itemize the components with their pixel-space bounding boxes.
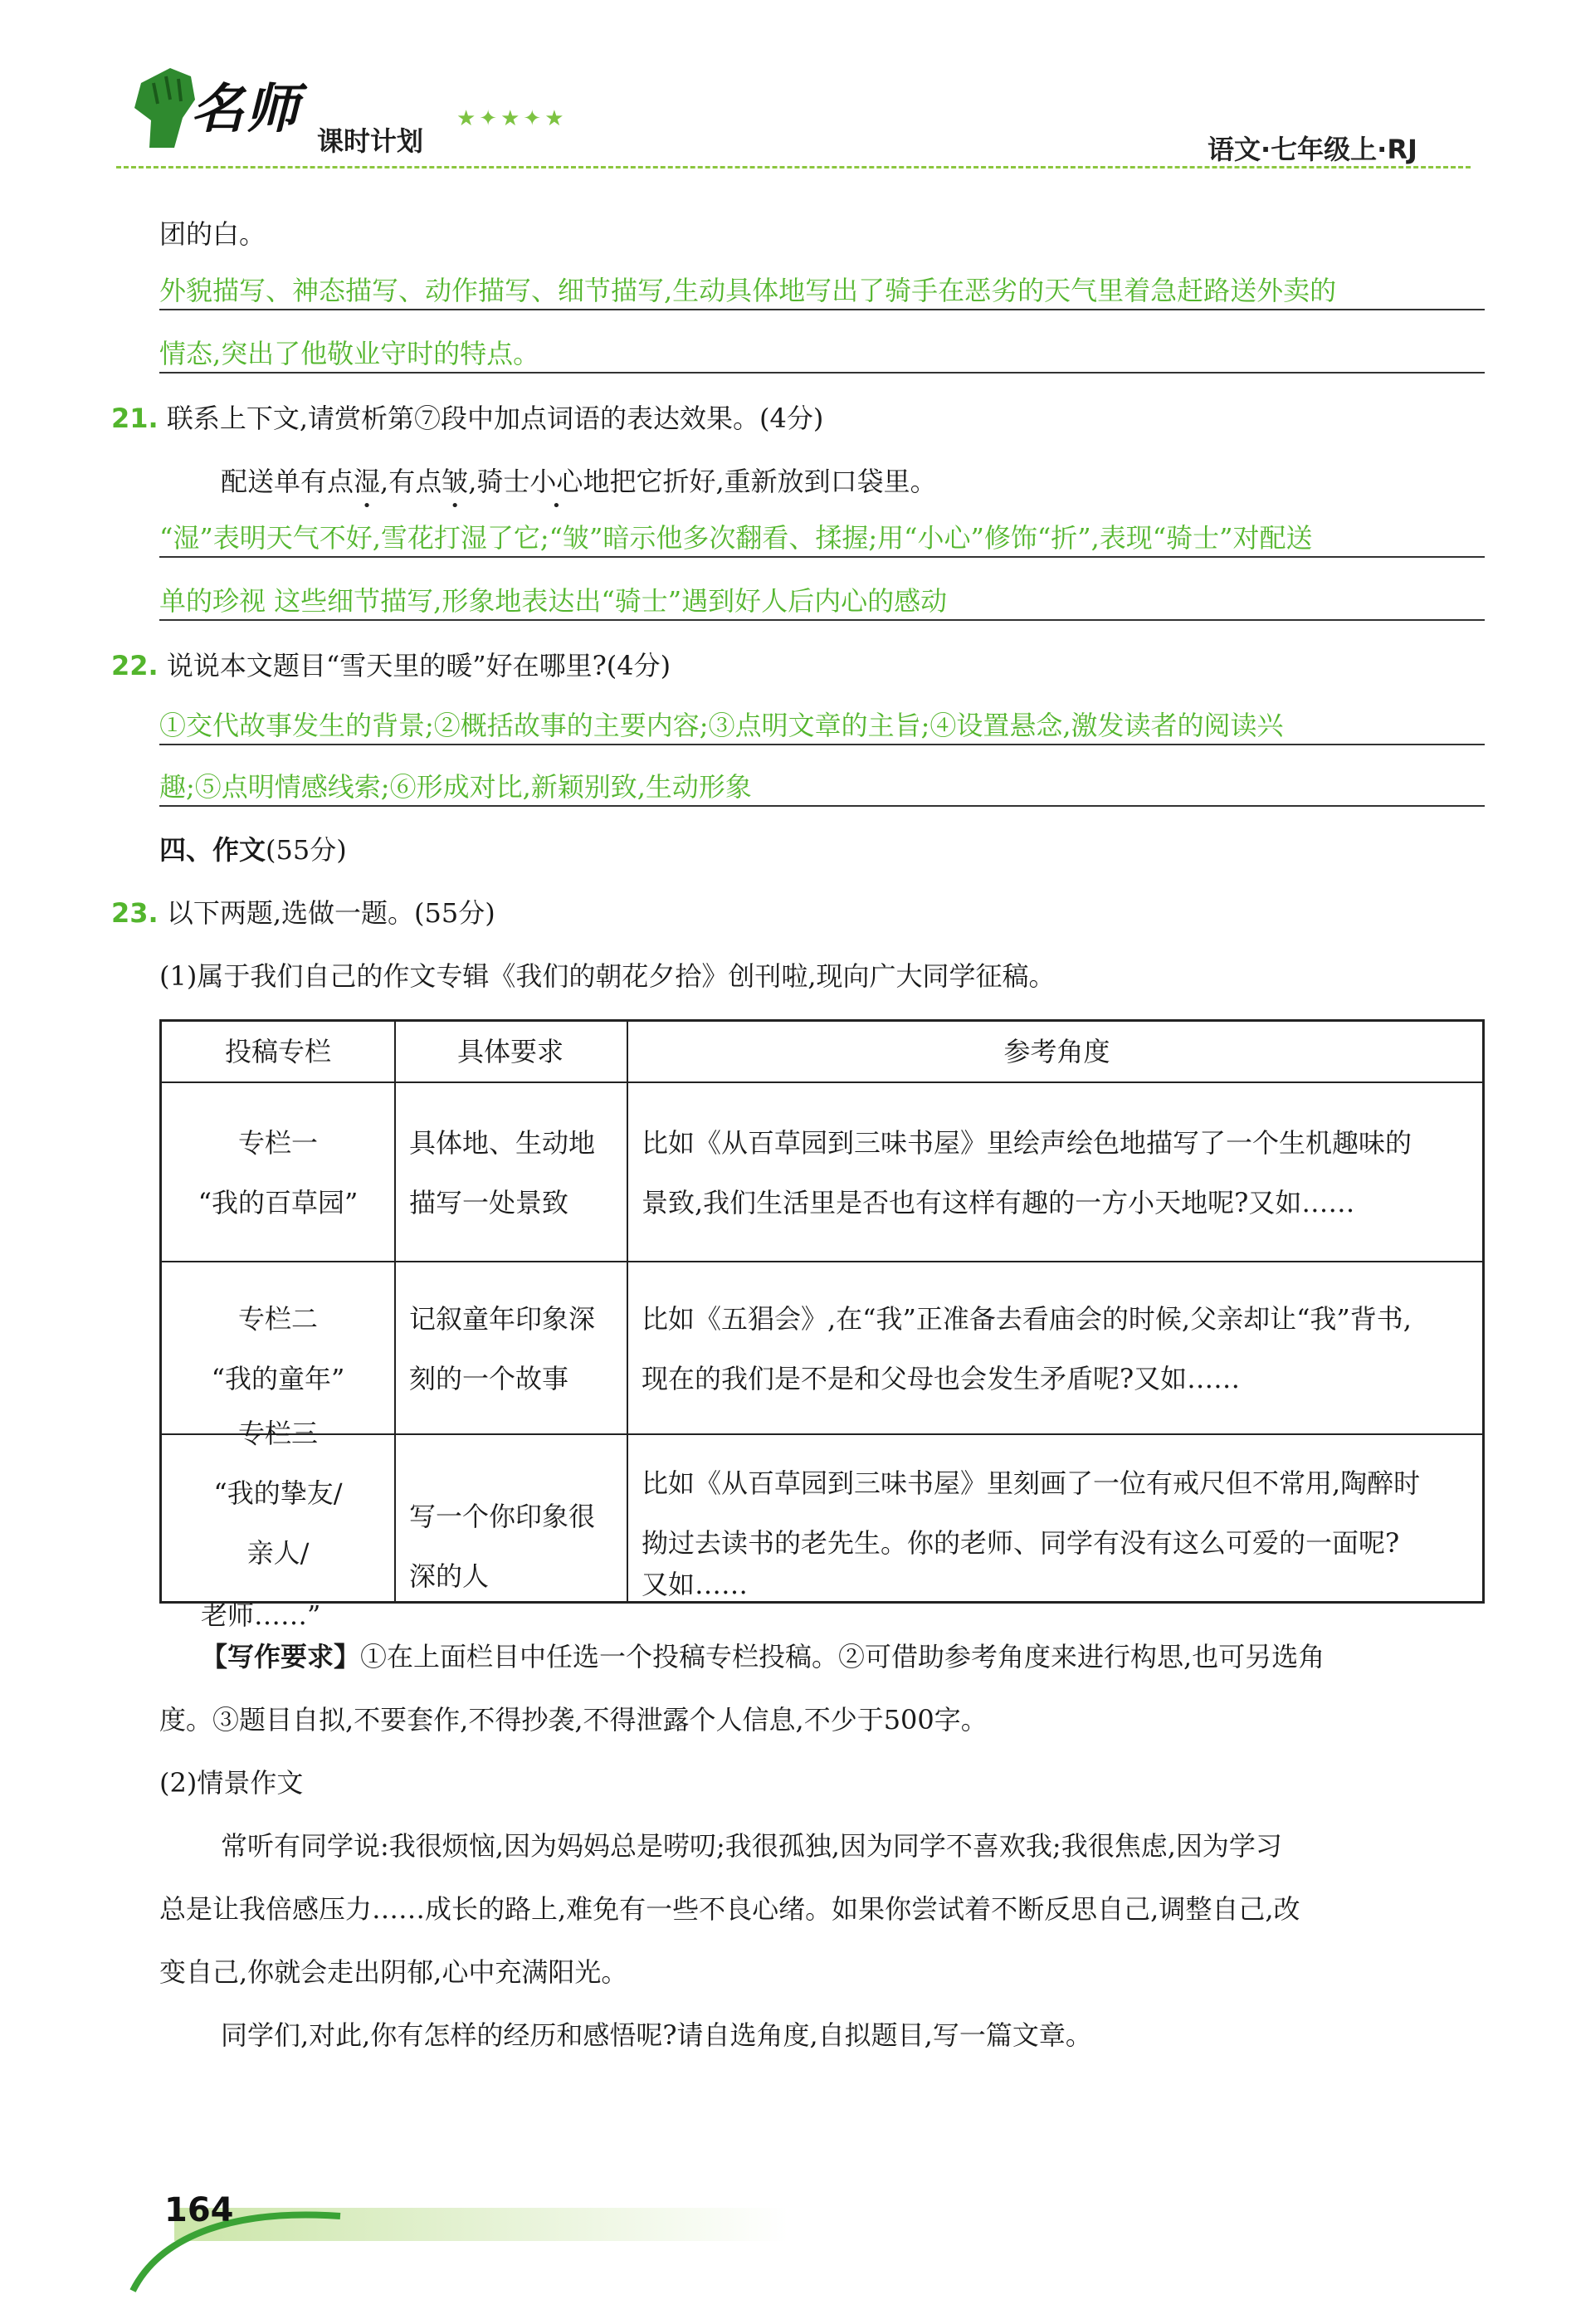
table-cell: 现在的我们是不是和父母也会发生矛盾呢?又如…… [642,1363,1241,1394]
writing-requirement-line-2: 度。③题目自拟,不要套作,不得抄袭,不得泄露个人信息,不少于500字。 [159,1704,988,1736]
answer-22-line-2: 趣;⑤点明情感线索;⑥形成对比,新颖别致,生动形象 [159,771,752,803]
page-number: 164 [164,2191,234,2229]
header-divider [116,166,1471,168]
requirement-label: 【写作要求】 [201,1641,361,1672]
table-cell: 又如…… [642,1569,749,1600]
prompt-2-line-4: 同学们,对此,你有怎样的经历和感悟呢?请自选角度,自拟题目,写一篇文章。 [221,2019,1092,2051]
question-23 [111,896,495,930]
table-divider [162,1081,1482,1083]
question-22 [111,649,671,682]
quote-text: 配送单有点 [221,466,354,497]
prompt-2-line-2: 总是让我倍感压力……成长的路上,难免有一些不良心绪。如果你尝试着不断反思自己,调整自己,改 [159,1893,1300,1925]
table-cell: 刻的一个故事 [409,1363,569,1394]
answer-20-line-2: 情态,突出了他敬业守时的特点。 [159,338,540,369]
quote-text: ,有点 [380,466,442,497]
table-cell: 景致,我们生活里是否也有这样有趣的一方小天地呢?又如…… [642,1187,1355,1218]
table-header: 具体要求 [456,1036,564,1067]
table-cell: “我的百草园” [198,1187,359,1218]
subject-label: 语文·七年级上·RJ [1208,134,1417,165]
brand-title: 名师 [191,78,300,140]
table-overflow-text: 老师……” [201,1599,321,1631]
writing-requirement-line-1 [201,1640,1325,1673]
table-cell: 专栏二 [237,1303,318,1335]
prompt-2-line-3: 变自己,你就会走出阴郁,心中充满阳光。 [159,1956,628,1988]
table-cell: 记叙童年印象深 [409,1303,596,1335]
section-heading: 四、作文 [159,834,266,866]
question-number: 21. [111,403,159,434]
emphasized-word: 小心 [529,466,583,497]
quote-text: ,骑士 [468,466,530,497]
answer-underline [159,372,1485,374]
table-cell: “我的童年” [211,1363,345,1394]
quote-text: 地把它折好,重新放到口袋里。 [583,466,937,497]
answer-20-line-1: 外貌描写、神态描写、动作描写、细节描写,生动具体地写出了骑手在恶劣的天气里着急赶路送外卖的 [159,275,1337,306]
answer-21-line-1: “湿”表明天气不好,雪花打湿了它;“皱”暗示他多次翻看、揉握;用“小心”修饰“折”,表现“骑士”对配送 [159,522,1313,554]
table-cell: 专栏三 [237,1418,318,1449]
question-text: 说说本文题目“雪天里的暖”好在哪里?(4分) [166,650,671,681]
table-header: 参考角度 [1003,1036,1110,1067]
answer-underline [159,744,1485,745]
answer-underline [159,309,1485,310]
emphasized-word: 湿 [354,466,381,497]
table-cell: 比如《五猖会》,在“我”正准备去看庙会的时候,父亲却让“我”背书, [642,1303,1412,1335]
question-text: 以下两题,选做一题。(55分) [166,897,495,929]
prompt-2-title: (2)情景作文 [159,1767,304,1799]
fist-logo-icon [124,58,199,149]
prompt-2-line-1: 常听有同学说:我很烦恼,因为妈妈总是唠叨;我很孤独,因为同学不喜欢我;我很焦虑,因为学习 [221,1830,1282,1862]
submission-table [159,1019,1485,1604]
table-cell: “我的挚友/ [213,1477,343,1509]
table-cell: 拗过去读书的老先生。你的老师、同学有没有这么可爱的一面呢? [642,1527,1400,1559]
table-cell: 比如《从百草园到三味书屋》里刻画了一位有戒尺但不常用,陶醉时 [642,1467,1421,1499]
table-divider [394,1022,396,1601]
brand-subtitle: 课时计划 [317,125,424,157]
question-number: 23. [111,897,159,929]
section-score: (55分) [266,834,347,866]
prompt-1-intro: (1)属于我们自己的作文专辑《我们的朝花夕拾》创刊啦,现向广大同学征稿。 [159,960,1056,992]
table-cell: 具体地、生动地 [409,1127,596,1159]
table-cell: 写一个你印象很 [409,1501,596,1532]
emphasized-word: 皱 [442,466,469,497]
table-cell: 深的人 [409,1560,490,1592]
stars-decoration-icon: ★✦★✦★ [456,106,568,131]
table-cell: 比如《从百草园到三味书屋》里绘声绘色地描写了一个生机趣味的 [642,1127,1412,1159]
table-divider [627,1022,628,1601]
requirement-text: ①在上面栏目中任选一个投稿专栏投稿。②可借助参考角度来进行构思,也可另选角 [360,1641,1325,1672]
question-21-quote [221,465,937,498]
table-divider [162,1261,1482,1262]
table-header: 投稿专栏 [224,1036,331,1067]
continued-text: 团的白。 [159,218,266,250]
question-21 [111,402,823,435]
question-text: 联系上下文,请赏析第⑦段中加点词语的表达效果。(4分) [166,403,824,434]
table-cell: 亲人/ [246,1537,310,1569]
answer-21-line-2: 单的珍视 这些细节描写,形象地表达出“骑士”遇到好人后内心的感动 [159,585,948,617]
answer-underline [159,556,1485,558]
answer-underline [159,805,1485,807]
answer-22-line-1: ①交代故事发生的背景;②概括故事的主要内容;③点明文章的主旨;④设置悬念,激发读者的阅读兴 [159,710,1284,741]
answer-underline [159,619,1485,621]
table-cell: 描写一处景致 [409,1187,569,1218]
question-number: 22. [111,650,159,681]
table-cell: 专栏一 [237,1127,318,1159]
section-title [159,833,347,867]
